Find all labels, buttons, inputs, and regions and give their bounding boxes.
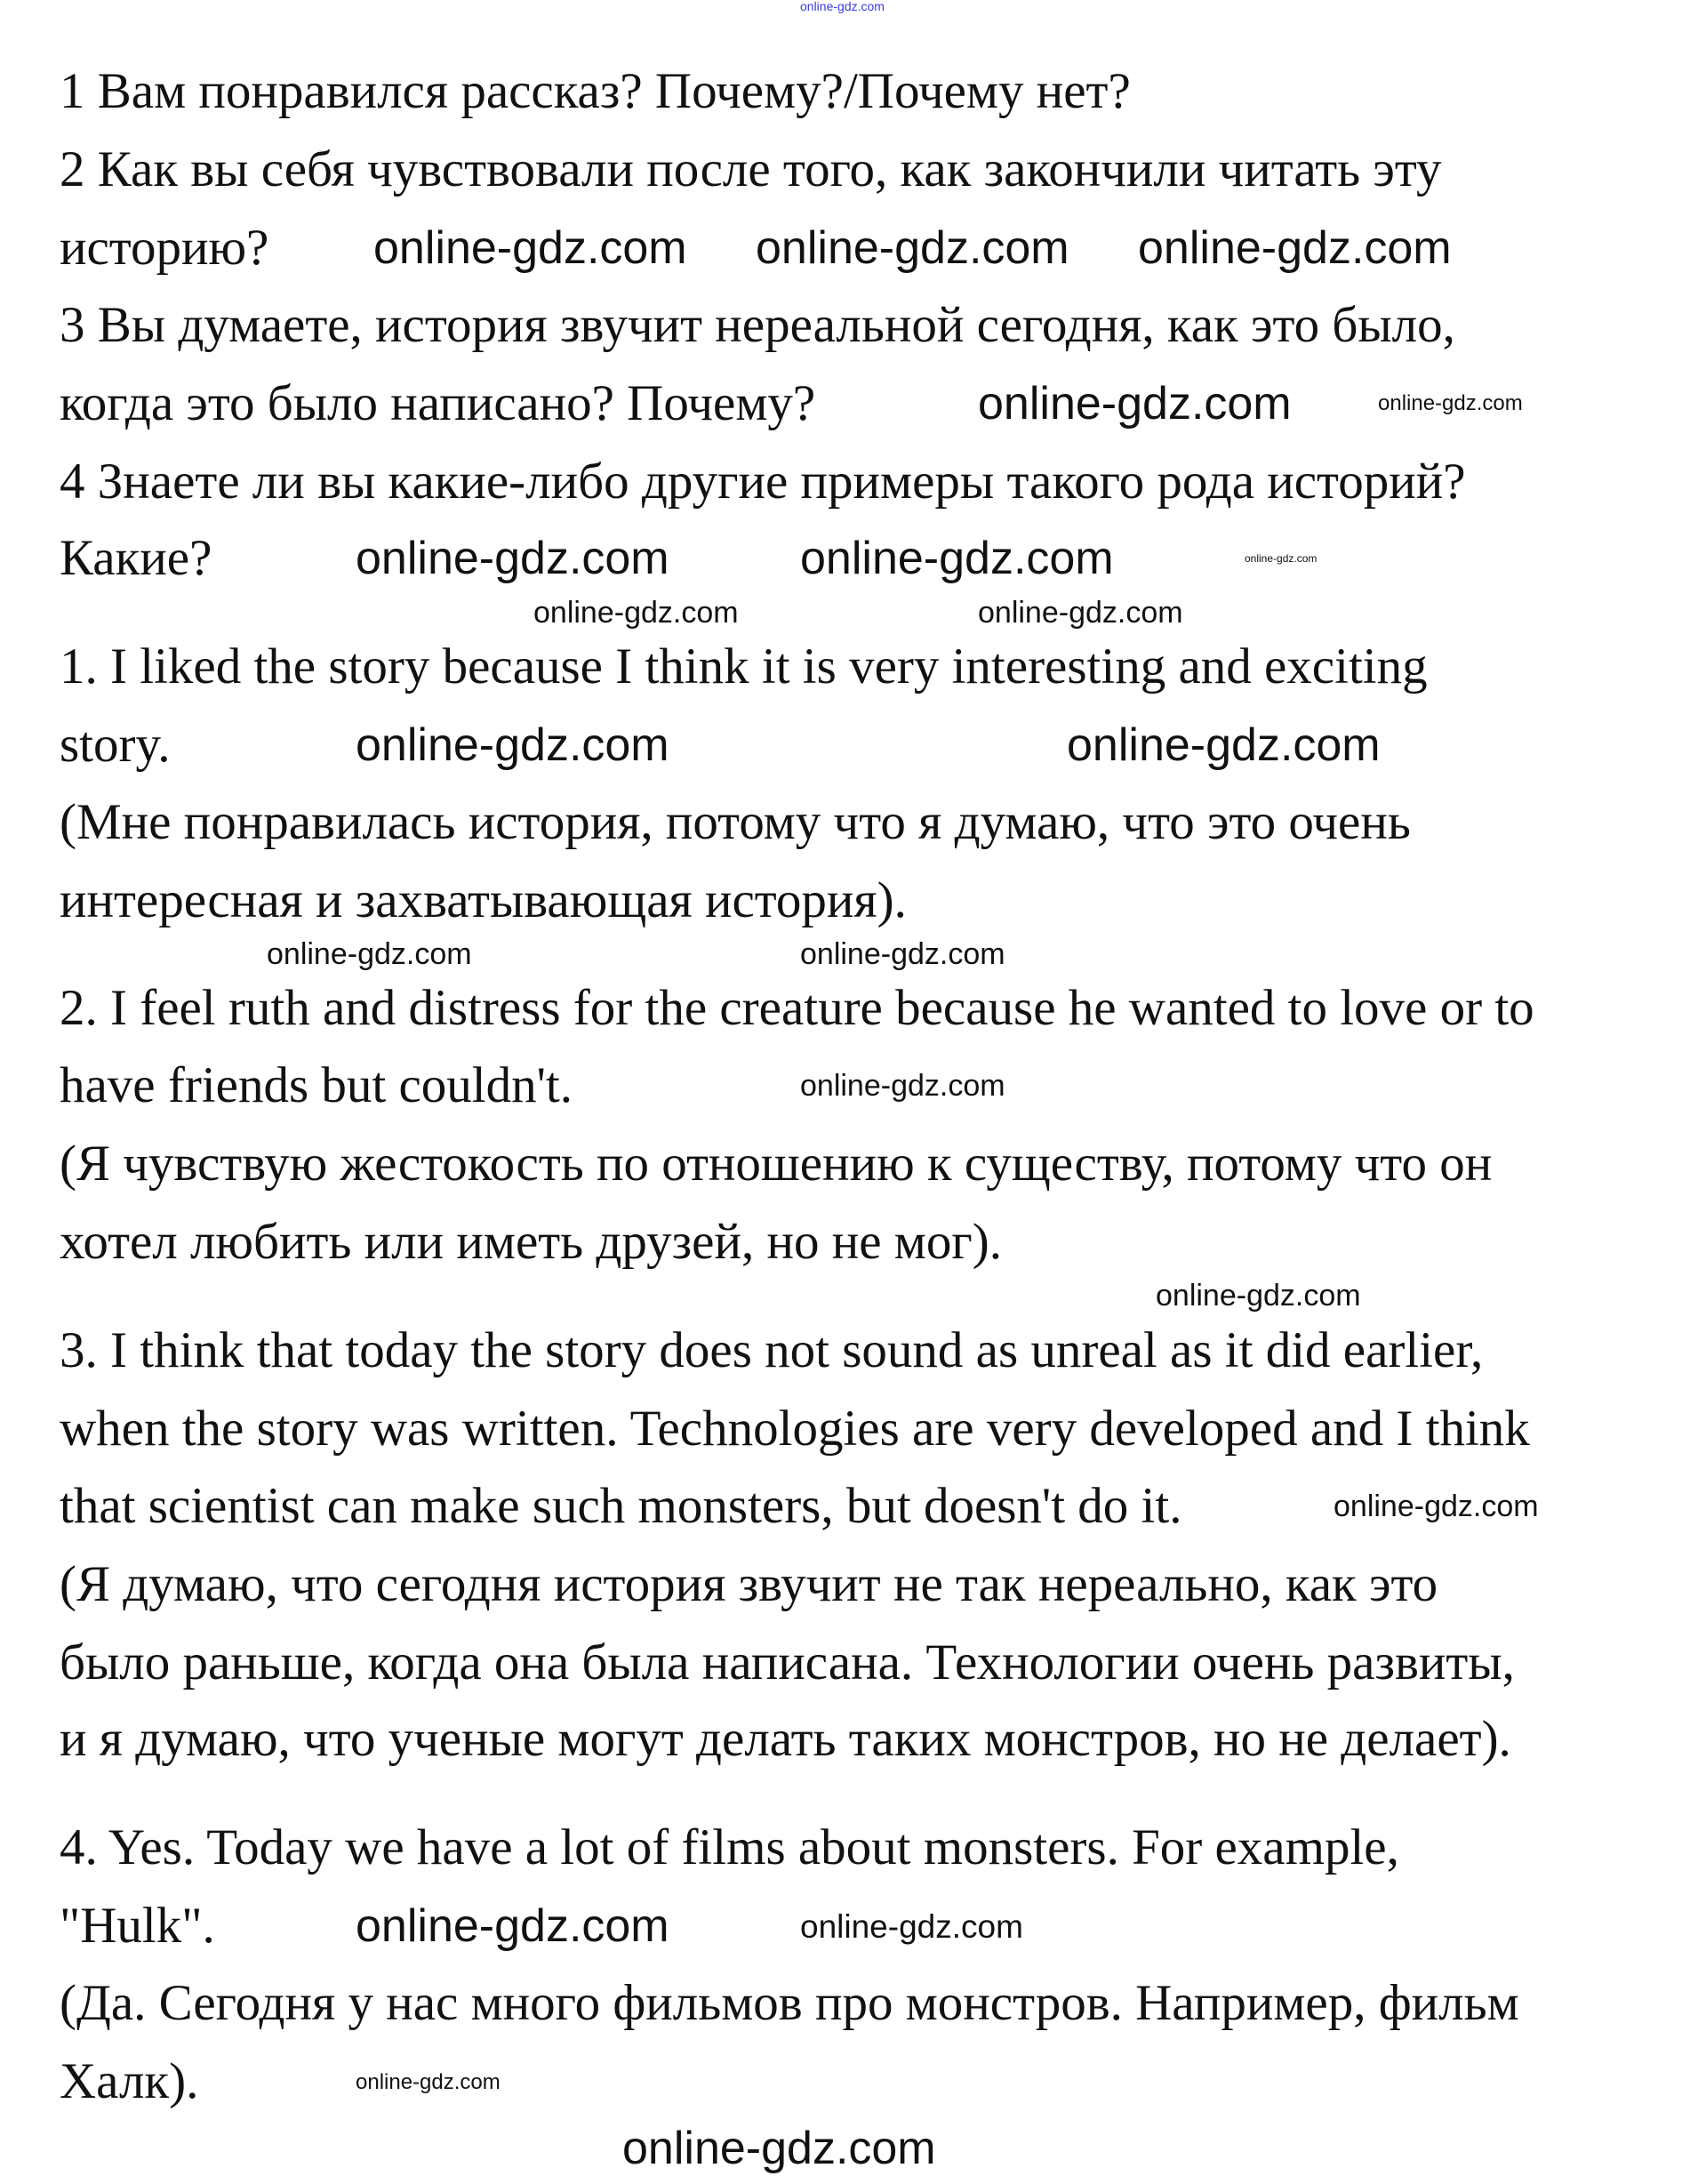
answer-line: story.: [60, 717, 171, 773]
question-line: 3 Вы думаете, история звучит нереальной сегодня, как это было,: [60, 297, 1455, 353]
answer-line: Халк).: [60, 2053, 199, 2109]
watermark: online-gdz.com: [1067, 719, 1381, 771]
question-line: 1 Вам понравился рассказ? Почему?/Почему нет?: [60, 63, 1131, 119]
watermark: online-gdz.com: [800, 533, 1114, 584]
watermark: online-gdz.com: [800, 0, 885, 13]
question-line: историю?: [60, 220, 269, 276]
answer-line: "Hulk".: [60, 1898, 215, 1954]
question-line: 4 Знаете ли вы какие-либо другие примеры такого рода историй?: [60, 454, 1466, 510]
watermark: online-gdz.com: [800, 1069, 1005, 1103]
watermark: online-gdz.com: [356, 1900, 669, 1952]
answer-line: было раньше, когда она была написана. Технологии очень развиты,: [60, 1634, 1515, 1690]
watermark: online-gdz.com: [356, 719, 669, 771]
answer-line: (Мне понравилась история, потому что я думаю, что это очень: [60, 794, 1411, 850]
answer-line: (Я чувствую жестокость по отношению к существу, потому что он: [60, 1136, 1493, 1192]
watermark: online-gdz.com: [800, 937, 1005, 971]
watermark: online-gdz.com: [1138, 222, 1452, 274]
answer-line: 4. Yes. Today we have a lot of films about monsters. For example,: [60, 1819, 1399, 1875]
answer-line: 3. I think that today the story does not sound as unreal as it did earlier,: [60, 1322, 1484, 1378]
answer-line: have friends but couldn't.: [60, 1057, 573, 1113]
watermark: online-gdz.com: [978, 596, 1183, 630]
watermark: online-gdz.com: [1378, 391, 1523, 415]
answer-line: 2. I feel ruth and distress for the creature because he wanted to love or to: [60, 980, 1534, 1036]
answer-line: (Я думаю, что сегодня история звучит не так нереально, как это: [60, 1556, 1438, 1612]
watermark: online-gdz.com: [756, 222, 1069, 274]
watermark: online-gdz.com: [1245, 552, 1318, 565]
answer-line: 1. I liked the story because I think it is very interesting and exciting: [60, 638, 1428, 695]
watermark: online-gdz.com: [533, 596, 739, 630]
watermark: online-gdz.com: [622, 2123, 936, 2174]
watermark: online-gdz.com: [800, 1908, 1023, 1945]
watermark: online-gdz.com: [978, 378, 1292, 430]
question-line: когда это было написано? Почему?: [60, 375, 816, 431]
watermark: online-gdz.com: [356, 533, 669, 584]
answer-line: when the story was written. Technologies are very developed and I think: [60, 1401, 1530, 1457]
answer-line: интересная и захватывающая история).: [60, 872, 907, 928]
answer-line: (Да. Сегодня у нас много фильмов про монстров. Например, фильм: [60, 1975, 1519, 2031]
watermark: online-gdz.com: [356, 2070, 501, 2094]
watermark: online-gdz.com: [1156, 1279, 1361, 1313]
question-line: Какие?: [60, 530, 212, 586]
question-line: 2 Как вы себя чувствовали после того, как закончили читать эту: [60, 141, 1442, 197]
watermark: online-gdz.com: [267, 937, 472, 971]
answer-line: и я думаю, что ученые могут делать таких монстров, но не делает).: [60, 1711, 1511, 1767]
watermark: online-gdz.com: [1334, 1489, 1539, 1523]
answer-line: that scientist can make such monsters, but doesn't do it.: [60, 1478, 1182, 1534]
answer-line: хотел любить или иметь друзей, но не мог).: [60, 1214, 1002, 1270]
watermark: online-gdz.com: [373, 222, 687, 274]
